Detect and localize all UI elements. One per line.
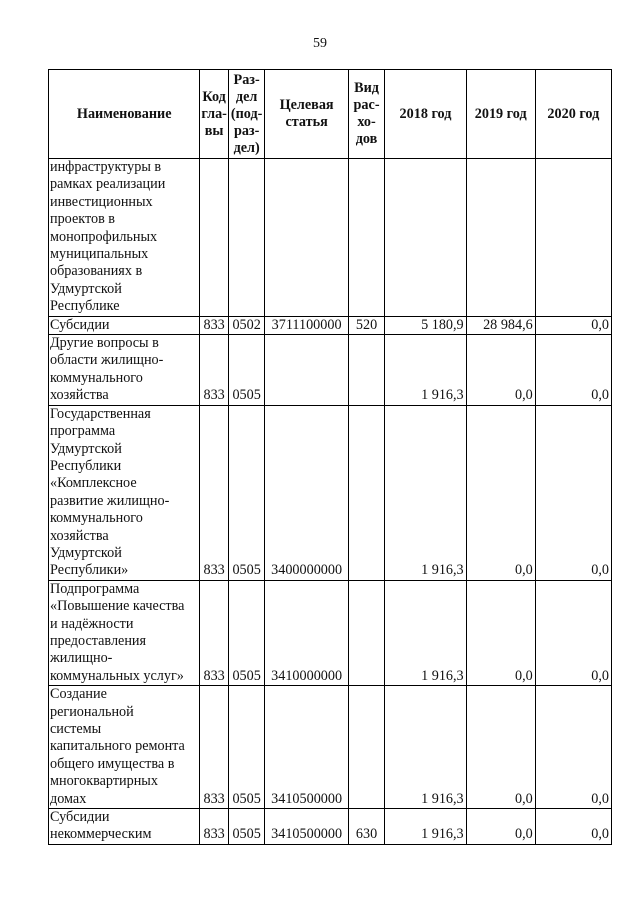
cell-chapter-code: 833 [200, 335, 228, 406]
cell-name-line: домах [50, 790, 87, 807]
cell-2020 [535, 159, 611, 317]
cell-2020: 0,0 [535, 580, 611, 685]
cell-target-item [265, 335, 348, 406]
header-section: Раз- дел (под- раз- дел) [228, 70, 265, 159]
cell-name-line: капитального ремонта [50, 738, 185, 755]
header-name: Наименование [49, 70, 200, 159]
cell-2018: 5 180,9 [385, 316, 466, 334]
cell-name-line: области жилищно- [50, 352, 164, 369]
cell-chapter-code: 833 [200, 316, 228, 334]
cell-2019: 0,0 [466, 405, 535, 580]
cell-name-line: жилищно- [50, 650, 113, 667]
cell-name-line: региональной [50, 703, 134, 720]
cell-expense-type [348, 335, 385, 406]
cell-name-line: инвестиционных [50, 193, 153, 210]
cell-name [49, 580, 200, 685]
cell-2018: 1 916,3 [385, 405, 466, 580]
table-row [49, 159, 612, 317]
cell-name-line: образованиях в [50, 263, 143, 280]
cell-name-line: «Комплексное [50, 475, 137, 492]
cell-name [49, 686, 200, 809]
cell-2020: 0,0 [535, 686, 611, 809]
cell-target-item: 3400000000 [265, 405, 348, 580]
cell-2020: 0,0 [535, 335, 611, 406]
cell-section: 0505 [228, 405, 265, 580]
cell-section: 0505 [228, 686, 265, 809]
cell-2018: 1 916,3 [385, 809, 466, 845]
cell-name-line: муниципальных [50, 246, 149, 263]
budget-table [48, 69, 612, 845]
table-header-row [49, 70, 612, 159]
cell-expense-type [348, 686, 385, 809]
cell-2020: 0,0 [535, 809, 611, 845]
table-row [49, 335, 612, 406]
table-body [49, 159, 612, 845]
header-2019: 2019 год [466, 70, 535, 159]
table-row [49, 809, 612, 845]
cell-2020: 0,0 [535, 405, 611, 580]
cell-2019: 0,0 [466, 335, 535, 406]
cell-chapter-code [200, 159, 228, 317]
cell-target-item: 3410500000 [265, 686, 348, 809]
cell-name [49, 159, 200, 317]
cell-2018 [385, 159, 466, 317]
table-row [49, 405, 612, 580]
cell-name-line: предоставления [50, 632, 147, 649]
cell-name [49, 809, 200, 845]
cell-section: 0505 [228, 809, 265, 845]
cell-name-line: Субсидии [50, 316, 110, 333]
cell-name-line: Создание [50, 686, 107, 703]
cell-name-line: Республике [50, 298, 120, 315]
cell-2019: 0,0 [466, 580, 535, 685]
page-number: 59 [313, 36, 327, 51]
cell-expense-type: 630 [348, 809, 385, 845]
cell-name-line: Субсидии [50, 809, 110, 826]
cell-name-line: и надёжности [50, 615, 134, 632]
cell-chapter-code: 833 [200, 405, 228, 580]
cell-2019: 28 984,6 [466, 316, 535, 334]
cell-name-line: Государственная [50, 405, 151, 422]
header-chapter-code: Код гла- вы [200, 70, 228, 159]
cell-2018: 1 916,3 [385, 686, 466, 809]
cell-name-line: Республики» [50, 562, 129, 579]
cell-chapter-code: 833 [200, 580, 228, 685]
cell-name-line: системы [50, 721, 102, 737]
cell-name-line: общего имущества в [50, 755, 175, 772]
cell-name-line: коммунального [50, 369, 143, 386]
cell-expense-type [348, 159, 385, 317]
table-row [49, 686, 612, 809]
header-target-item: Целевая статья [265, 70, 348, 159]
table-row [49, 316, 612, 334]
cell-2019: 0,0 [466, 809, 535, 845]
cell-section [228, 159, 265, 317]
cell-name [49, 405, 200, 580]
cell-name-line: рамках реализации [50, 176, 166, 193]
cell-name-line: проектов в [50, 211, 116, 228]
cell-section: 0505 [228, 580, 265, 685]
cell-name-line: монопрофильных [50, 228, 158, 245]
cell-name-line: некоммерческим [50, 826, 152, 843]
cell-2018: 1 916,3 [385, 335, 466, 406]
header-2020: 2020 год [535, 70, 611, 159]
table-row [49, 580, 612, 685]
cell-2019 [466, 159, 535, 317]
cell-name-line: «Повышение качества [50, 598, 185, 615]
cell-expense-type [348, 405, 385, 580]
cell-name-line: развитие жилищно- [50, 492, 170, 509]
cell-2018: 1 916,3 [385, 580, 466, 685]
cell-chapter-code: 833 [200, 809, 228, 845]
cell-name-line: хозяйства [50, 387, 109, 404]
cell-target-item: 3410000000 [265, 580, 348, 685]
cell-name-line: коммунальных услуг» [50, 667, 184, 684]
cell-name-line: многоквартирных [50, 773, 158, 790]
cell-name-line: инфраструктуры в [50, 159, 162, 175]
cell-2019: 0,0 [466, 686, 535, 809]
cell-target-item: 3410500000 [265, 809, 348, 845]
cell-name-line: программа [50, 423, 116, 440]
cell-section: 0502 [228, 316, 265, 334]
cell-name-line: коммунального [50, 510, 143, 527]
cell-section: 0505 [228, 335, 265, 406]
cell-name-line: Подпрограмма [50, 580, 140, 597]
cell-name-line: Удмуртской [50, 544, 122, 561]
cell-expense-type: 520 [348, 316, 385, 334]
header-expense-type: Вид рас- хо- дов [348, 70, 385, 159]
cell-name [49, 316, 200, 334]
header-2018: 2018 год [385, 70, 466, 159]
cell-name-line: Республики [50, 457, 122, 474]
cell-name-line: хозяйства [50, 527, 109, 544]
cell-name-line: Удмуртской [50, 280, 122, 297]
cell-name-line: Удмуртской [50, 440, 122, 457]
cell-expense-type [348, 580, 385, 685]
cell-name-line: Другие вопросы в [50, 335, 159, 352]
cell-target-item [265, 159, 348, 317]
cell-target-item: 3711100000 [265, 316, 348, 334]
cell-name [49, 335, 200, 406]
cell-chapter-code: 833 [200, 686, 228, 809]
cell-2020: 0,0 [535, 316, 611, 334]
